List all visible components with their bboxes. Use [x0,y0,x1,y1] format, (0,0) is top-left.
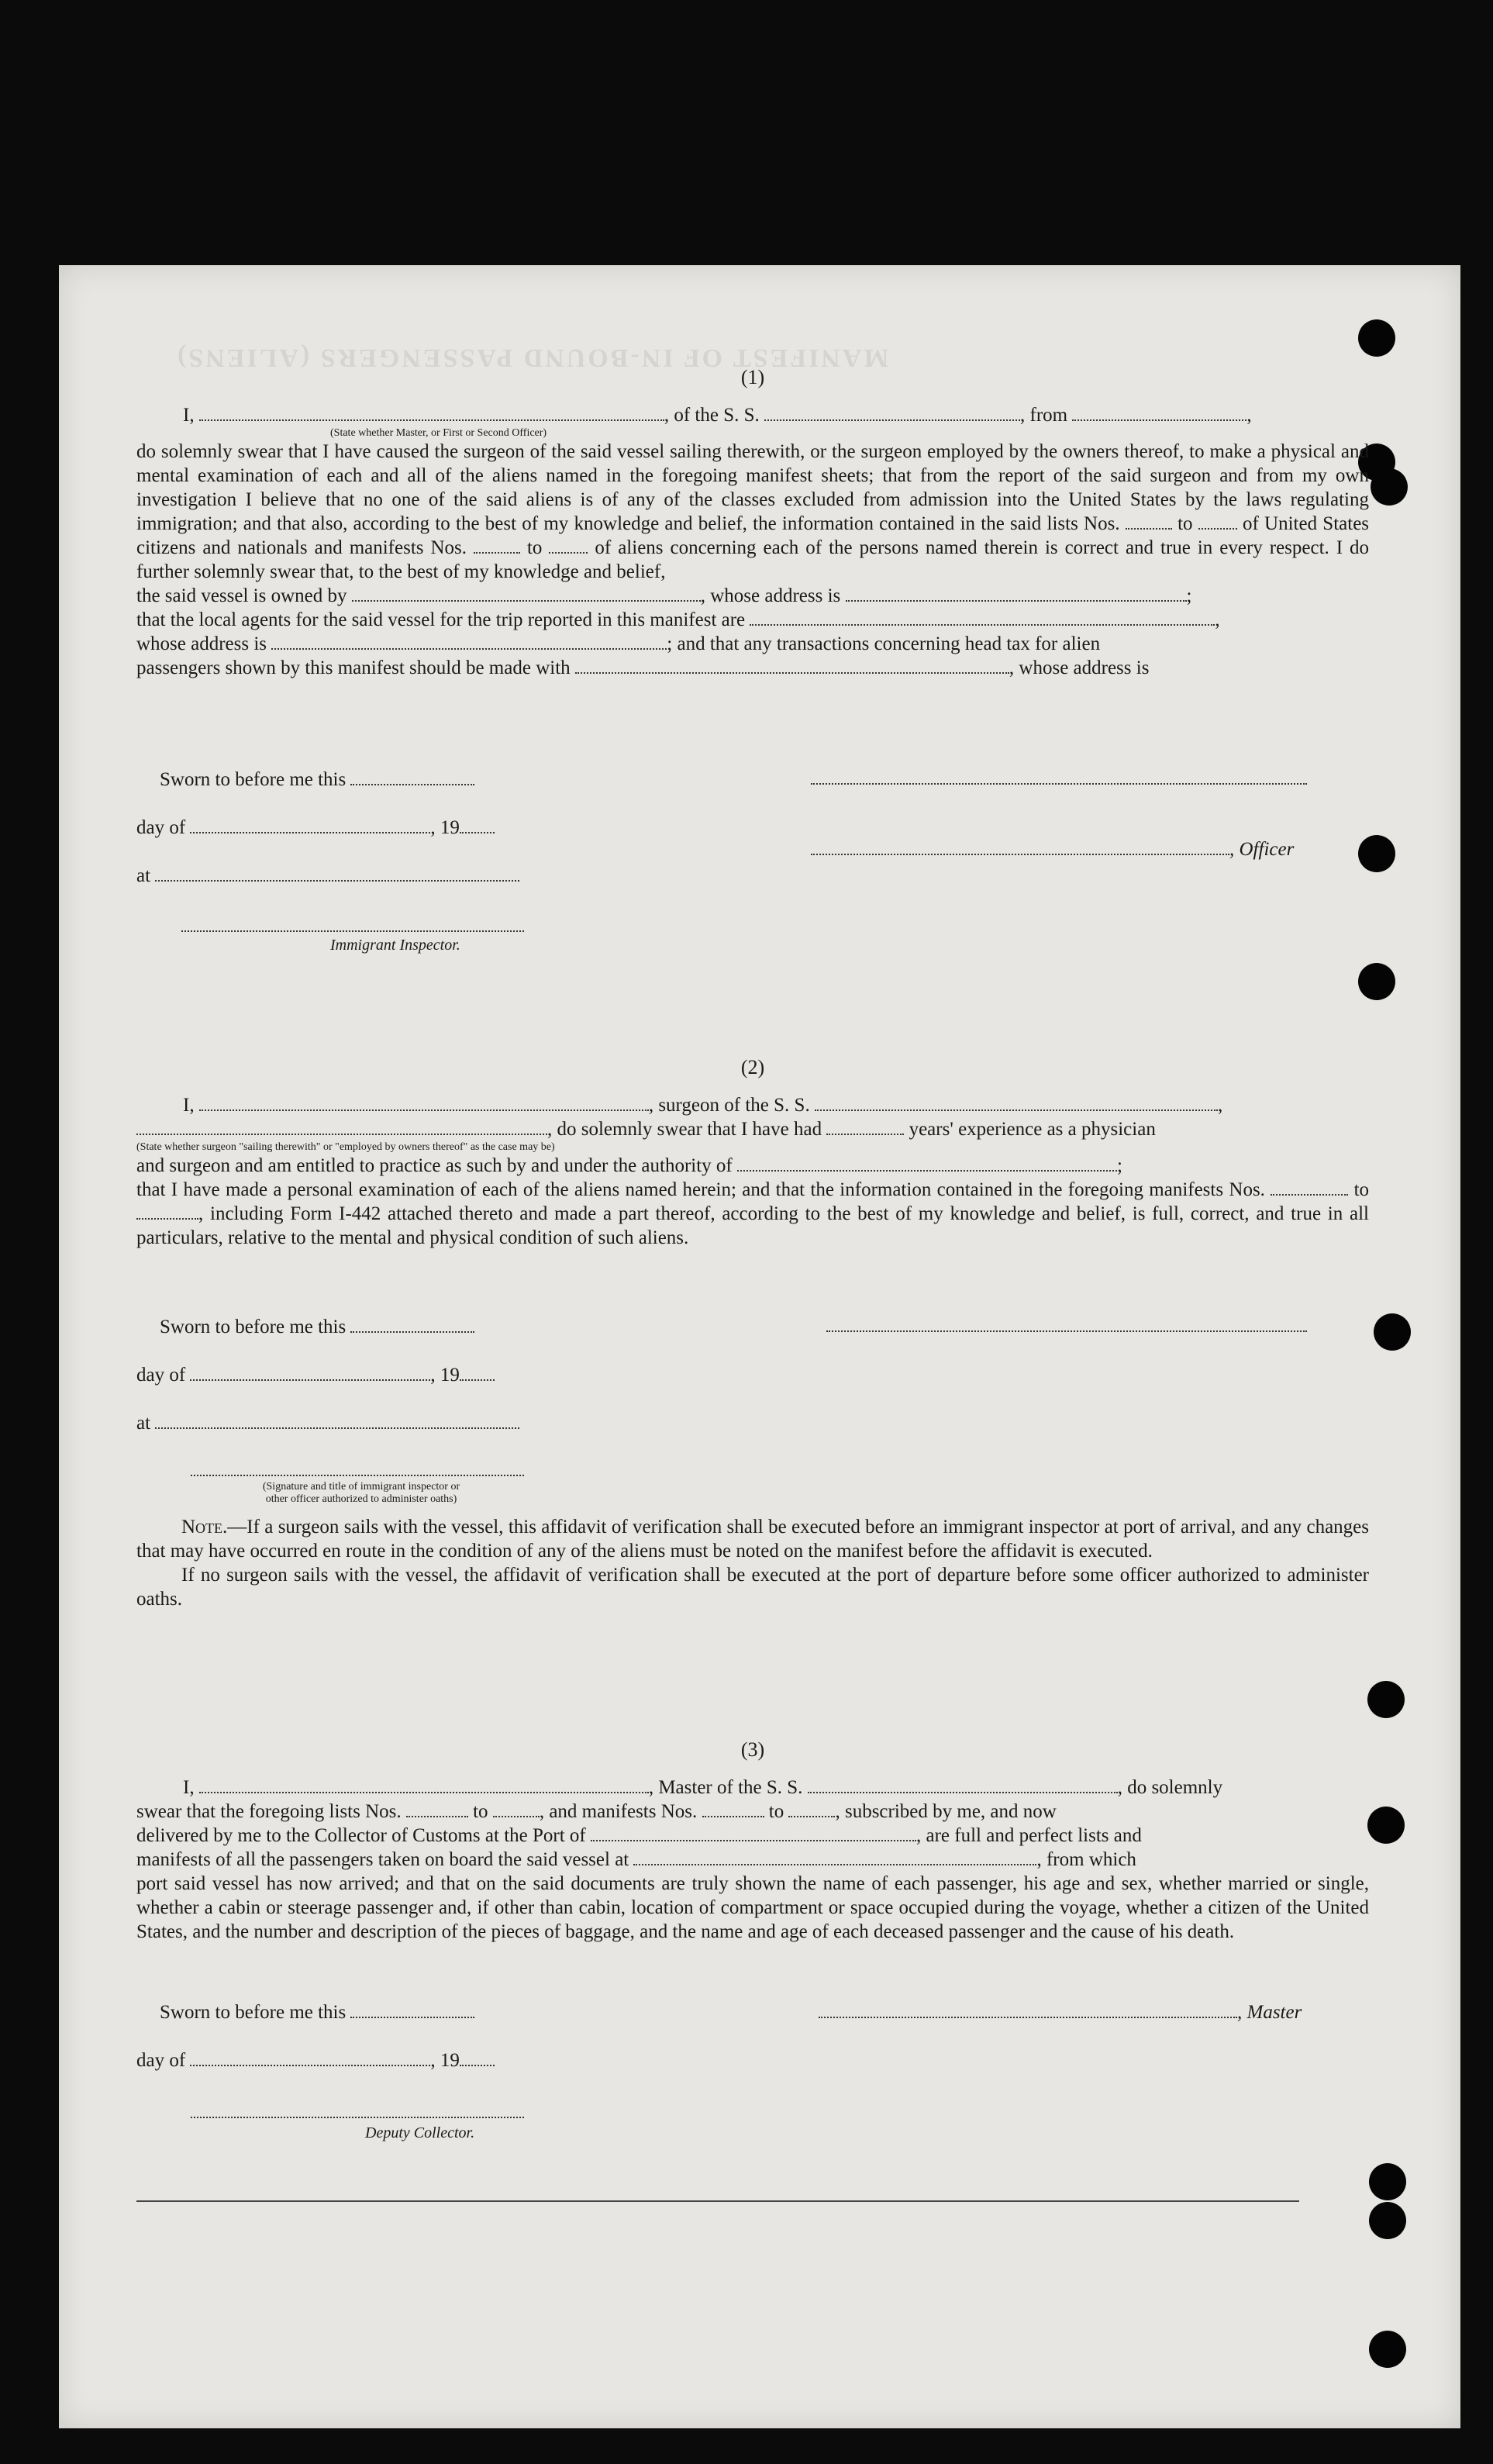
boarding-port-field[interactable] [633,1850,1036,1865]
surgeon-manifest-from-field[interactable] [1271,1180,1348,1196]
signature-note: (Signature and title of immigrant inspector or other officer authorized to administer oaths) [262,1481,460,1505]
affidavit-section-3 [136,1738,1369,1944]
bottom-rule [136,2200,1299,2202]
manifests-to-field[interactable] [788,1802,835,1817]
punch-hole [1367,1681,1405,1718]
experience-line: , do solemnly swear that I have had years' experience as a physician [136,1117,1369,1141]
day-field[interactable] [190,818,430,833]
inspector-signature-line[interactable] [181,930,524,932]
officer-signature: , Officer [811,839,1294,861]
officer-name-field[interactable] [199,405,664,421]
manifest-from-field[interactable] [474,538,520,554]
sworn-label: Sworn to before me this [160,2002,474,2024]
manifest-to-field[interactable] [549,538,588,554]
owner-address-field[interactable] [846,586,1187,602]
agents-address-field[interactable] [271,634,667,650]
note-text-2: If no surgeon sails with the vessel, the affidavit of verification shall be executed at the port of departure before some officer authorized to administer oaths. [136,1565,1369,1610]
boarding-line: manifests of all the passengers taken on board the said vessel at , from which [136,1849,1136,1870]
surgeon-note: (State whether surgeon "sailing therewith" or "employed by owners thereof" as the case may be) [136,1141,555,1153]
day-label: day of , 19 [136,817,495,839]
master-line: I, , Master of the S. S. , do solemnly [183,1777,1223,1798]
surgeon-vessel-field[interactable] [815,1096,1218,1111]
year-field[interactable] [460,2051,495,2066]
at-label: at [136,1413,519,1434]
surgeon-text: that I have made a personal examination of each of the aliens named herein; and that the information contained in the foregoing manifests Nos. to , including Form I-442 attached thereto and made a part thereof, according to the best of my knowledge and belief, is full, correct, and true in all particulars, relative to the mental and physical condition of such aliens. [136,1179,1370,1248]
day-label: day of , 19 [136,2050,495,2072]
section-number: (2) [740,1056,765,1078]
punch-hole [1358,835,1395,872]
bleed-through-text: MANIFEST OF IN-BOUND PASSENGERS (ALIENS) [175,343,889,372]
punch-hole [1367,1807,1405,1844]
affidavit-section-1 [136,366,1369,680]
owner-line: the said vessel is owned by , whose address is ; [136,585,1192,606]
list-from-field[interactable] [1126,514,1172,530]
lists-line: swear that the foregoing lists Nos. to , and manifests Nos. to , subscribed by me, and now [136,1801,1057,1822]
agents-address-line: whose address is ; and that any transactions concerning head tax for alien [136,633,1101,654]
form-page [59,265,1460,2428]
section-number: (3) [740,1738,765,1761]
punch-hole [1374,1313,1411,1351]
surgeon-manifest-to-field[interactable] [136,1204,198,1220]
sworn-label: Sworn to before me this [160,1317,474,1338]
at-field[interactable] [155,866,519,882]
lists-from-field[interactable] [406,1802,468,1817]
officer-signature-line[interactable] [811,783,1307,785]
master-text: port said vessel has now arrived; and that on the said documents are truly shown the name of each passenger, his age and sex, whether married or single, whether a cabin or steerage passenger and, if other than cabin, location of compartment or space occupied during the voyage, whether a citizen of the United States, and the number and description of the pieces of baggage, and the name and age of each deceased passenger and the cause of his death. [136,1873,1369,1942]
punch-hole [1358,963,1395,1000]
head-tax-field[interactable] [575,658,1009,674]
at-label: at [136,865,519,887]
owner-field[interactable] [352,586,701,602]
signature-line[interactable] [191,1475,524,1476]
master-vessel-field[interactable] [808,1778,1118,1793]
punch-hole [1369,2163,1406,2200]
agents-field[interactable] [750,610,1215,626]
from-port-field[interactable] [1072,405,1246,421]
collector-label: Deputy Collector. [365,2124,475,2141]
officer-title-field[interactable] [811,840,1229,855]
port-line: delivered by me to the Collector of Customs at the Port of , are full and perfect lists and [136,1825,1142,1846]
collector-signature-line[interactable] [191,2117,524,2118]
master-name-field[interactable] [199,1778,649,1793]
surgeon-name-field[interactable] [199,1096,649,1111]
manifests-from-field[interactable] [702,1802,764,1817]
authority-line: and surgeon and am entitled to practice as such by and under the authority of ; [136,1155,1122,1176]
master-signature-field[interactable] [819,2003,1237,2018]
at-field[interactable] [155,1413,519,1429]
punch-hole [1369,2331,1406,2368]
year-field[interactable] [460,1365,495,1381]
lists-to-field[interactable] [493,1802,540,1817]
affidavit-text: do solemnly swear that I have caused the surgeon of the said vessel sailing therewith, or the surgeon employed by the owners thereof, to make a physical and mental examination of each and all of the aliens named in the foregoing manifest sheets; that from the report of the said surgeon and from my own investigation I believe that no one of the said aliens is of any of the classes excluded from admission into the United States by the laws regulating immigration; and that also, according to the best of my knowledge and belief, the information contained in the said lists Nos. to of United States citizens and nationals and manifests Nos. to of aliens concerning each of the persons named therein is correct and true in every respect. I do further solemnly swear that, to the best of my knowledge and belief, [136,441,1370,582]
officer-line: I, , of the S. S. , from , [183,405,1252,426]
sworn-date-field[interactable] [350,1317,474,1333]
port-field[interactable] [591,1826,916,1841]
head-tax-line: passengers shown by this manifest should be made with , whose address is [136,657,1150,678]
years-field[interactable] [826,1120,904,1135]
day-label: day of , 19 [136,1365,495,1386]
surgeon-line: I, , surgeon of the S. S. , [183,1095,1223,1116]
officer-note: (State whether Master, or First or Second Officer) [330,427,547,439]
note-block [136,1515,1369,1611]
master-signature: , Master [819,2002,1302,2024]
sworn-date-field[interactable] [350,770,474,785]
punch-hole [1371,468,1408,506]
punch-hole [1369,2202,1406,2239]
year-field[interactable] [460,818,495,833]
affidavit-section-2 [136,1056,1369,1250]
list-to-field[interactable] [1198,514,1237,530]
inspector-label: Immigrant Inspector. [330,937,460,954]
note-text: Note.—If a surgeon sails with the vessel, this affidavit of verification shall be executed before an immigrant inspector at port of arrival, and any changes that may have occurred en route in the condition of any of the aliens must be noted on the manifest before the affidavit is executed. [136,1517,1369,1562]
sworn-date-field[interactable] [350,2003,474,2018]
agents-line: that the local agents for the said vessel for the trip reported in this manifest are , [136,609,1220,630]
surgeon-signature-line[interactable] [826,1330,1307,1332]
sworn-label: Sworn to before me this [160,769,474,791]
day-field[interactable] [190,1365,430,1381]
authority-field[interactable] [737,1156,1117,1172]
surgeon-status-field[interactable] [136,1120,547,1135]
vessel-name-field[interactable] [764,405,1020,421]
day-field[interactable] [190,2051,430,2066]
punch-hole [1358,319,1395,357]
section-number: (1) [740,366,765,388]
